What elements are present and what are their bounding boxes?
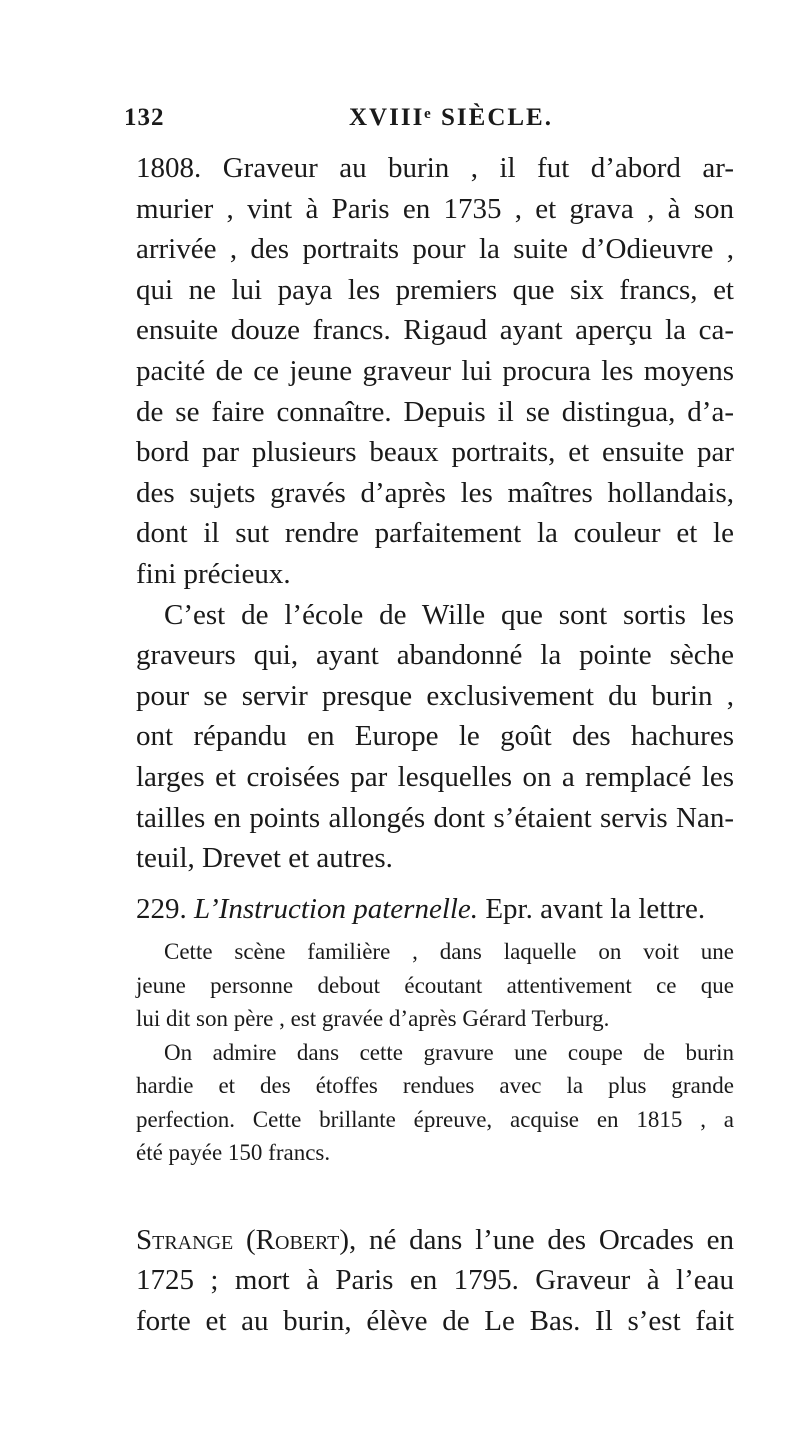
text-line: fini précieux. xyxy=(136,557,291,590)
page-header xyxy=(124,104,734,138)
text-line: graveurs qui, ayant abandonné la pointe sèche xyxy=(136,639,734,672)
text-line: tailles en points allongés dont s’étaient servis Nan- xyxy=(136,801,734,834)
text-line: dont il sut rendre parfaitement la couleur et le xyxy=(136,517,734,550)
catalog-entry-229 xyxy=(136,889,734,930)
note-line: On admire dans cette gravure une coupe de burin xyxy=(164,1039,734,1065)
text-line: ont répandu en Europe le goût des hachures xyxy=(136,720,734,753)
page-number: 132 xyxy=(124,104,165,131)
page-body xyxy=(136,148,734,1342)
note-line: lui dit son père , est gravée d’après Gérard Terburg. xyxy=(136,1006,610,1032)
entry-title: L’Instruction paternelle. xyxy=(194,892,479,925)
note-line: hardie et des étoffes rendues avec la plus grande xyxy=(136,1073,734,1099)
entry-number: 229. xyxy=(136,892,187,925)
text-line: murier , vint à Paris en 1735 , et grava , à son xyxy=(136,192,734,225)
text-line: 1725 ; mort à Paris en 1795. Graveur à l’eau xyxy=(136,1264,734,1297)
text-line: Strange (Robert), né dans l’une des Orcades en xyxy=(136,1223,734,1256)
text-line: ensuite douze francs. Rigaud ayant aperçu la ca- xyxy=(136,314,734,347)
text-line: de se faire connaître. Depuis il se distingua, d’a- xyxy=(136,395,734,428)
text-line: des sujets gravés d’après les maîtres hollandais, xyxy=(136,476,734,509)
note-line: été payée 150 francs. xyxy=(136,1140,331,1166)
entry-note xyxy=(136,935,734,1170)
text-line: larges et croisées par lesquelles on a remplacé les xyxy=(136,760,734,793)
text-line: arrivée , des portraits pour la suite d’Odieuvre , xyxy=(136,233,734,266)
paragraph-continuation xyxy=(136,148,734,595)
text-line: qui ne lui paya les premiers que six francs, et xyxy=(136,273,734,306)
artist-firstname: (Robert) xyxy=(246,1223,350,1256)
artist-surname: Strange xyxy=(136,1223,234,1256)
text-line: teuil, Drevet et autres. xyxy=(136,842,393,875)
text-line: pacité de ce jeune graveur lui procura les moyens xyxy=(136,354,734,387)
running-title: XVIIIᵉ SIÈCLE. xyxy=(349,104,553,131)
text-line: 1808. Graveur au burin , il fut d’abord ar- xyxy=(136,152,734,184)
note-line: jeune personne debout écoutant attentivement ce que xyxy=(136,972,734,998)
note-line: Cette scène familière , dans laquelle on voit une xyxy=(164,939,734,965)
text-line: C’est de l’école de Wille que sont sortis les xyxy=(164,598,734,631)
text-line: forte et au burin, élève de Le Bas. Il s’est fait xyxy=(136,1304,734,1337)
paragraph-wille xyxy=(136,595,734,879)
entry-description: Epr. avant la lettre. xyxy=(485,892,706,925)
text-line: bord par plusieurs beaux portraits, et ensuite par xyxy=(136,436,734,469)
artist-entry-strange xyxy=(136,1220,734,1342)
note-line: perfection. Cette brillante épreuve, acquise en 1815 , a xyxy=(136,1106,734,1132)
text-line: pour se servir presque exclusivement du burin , xyxy=(136,679,734,712)
